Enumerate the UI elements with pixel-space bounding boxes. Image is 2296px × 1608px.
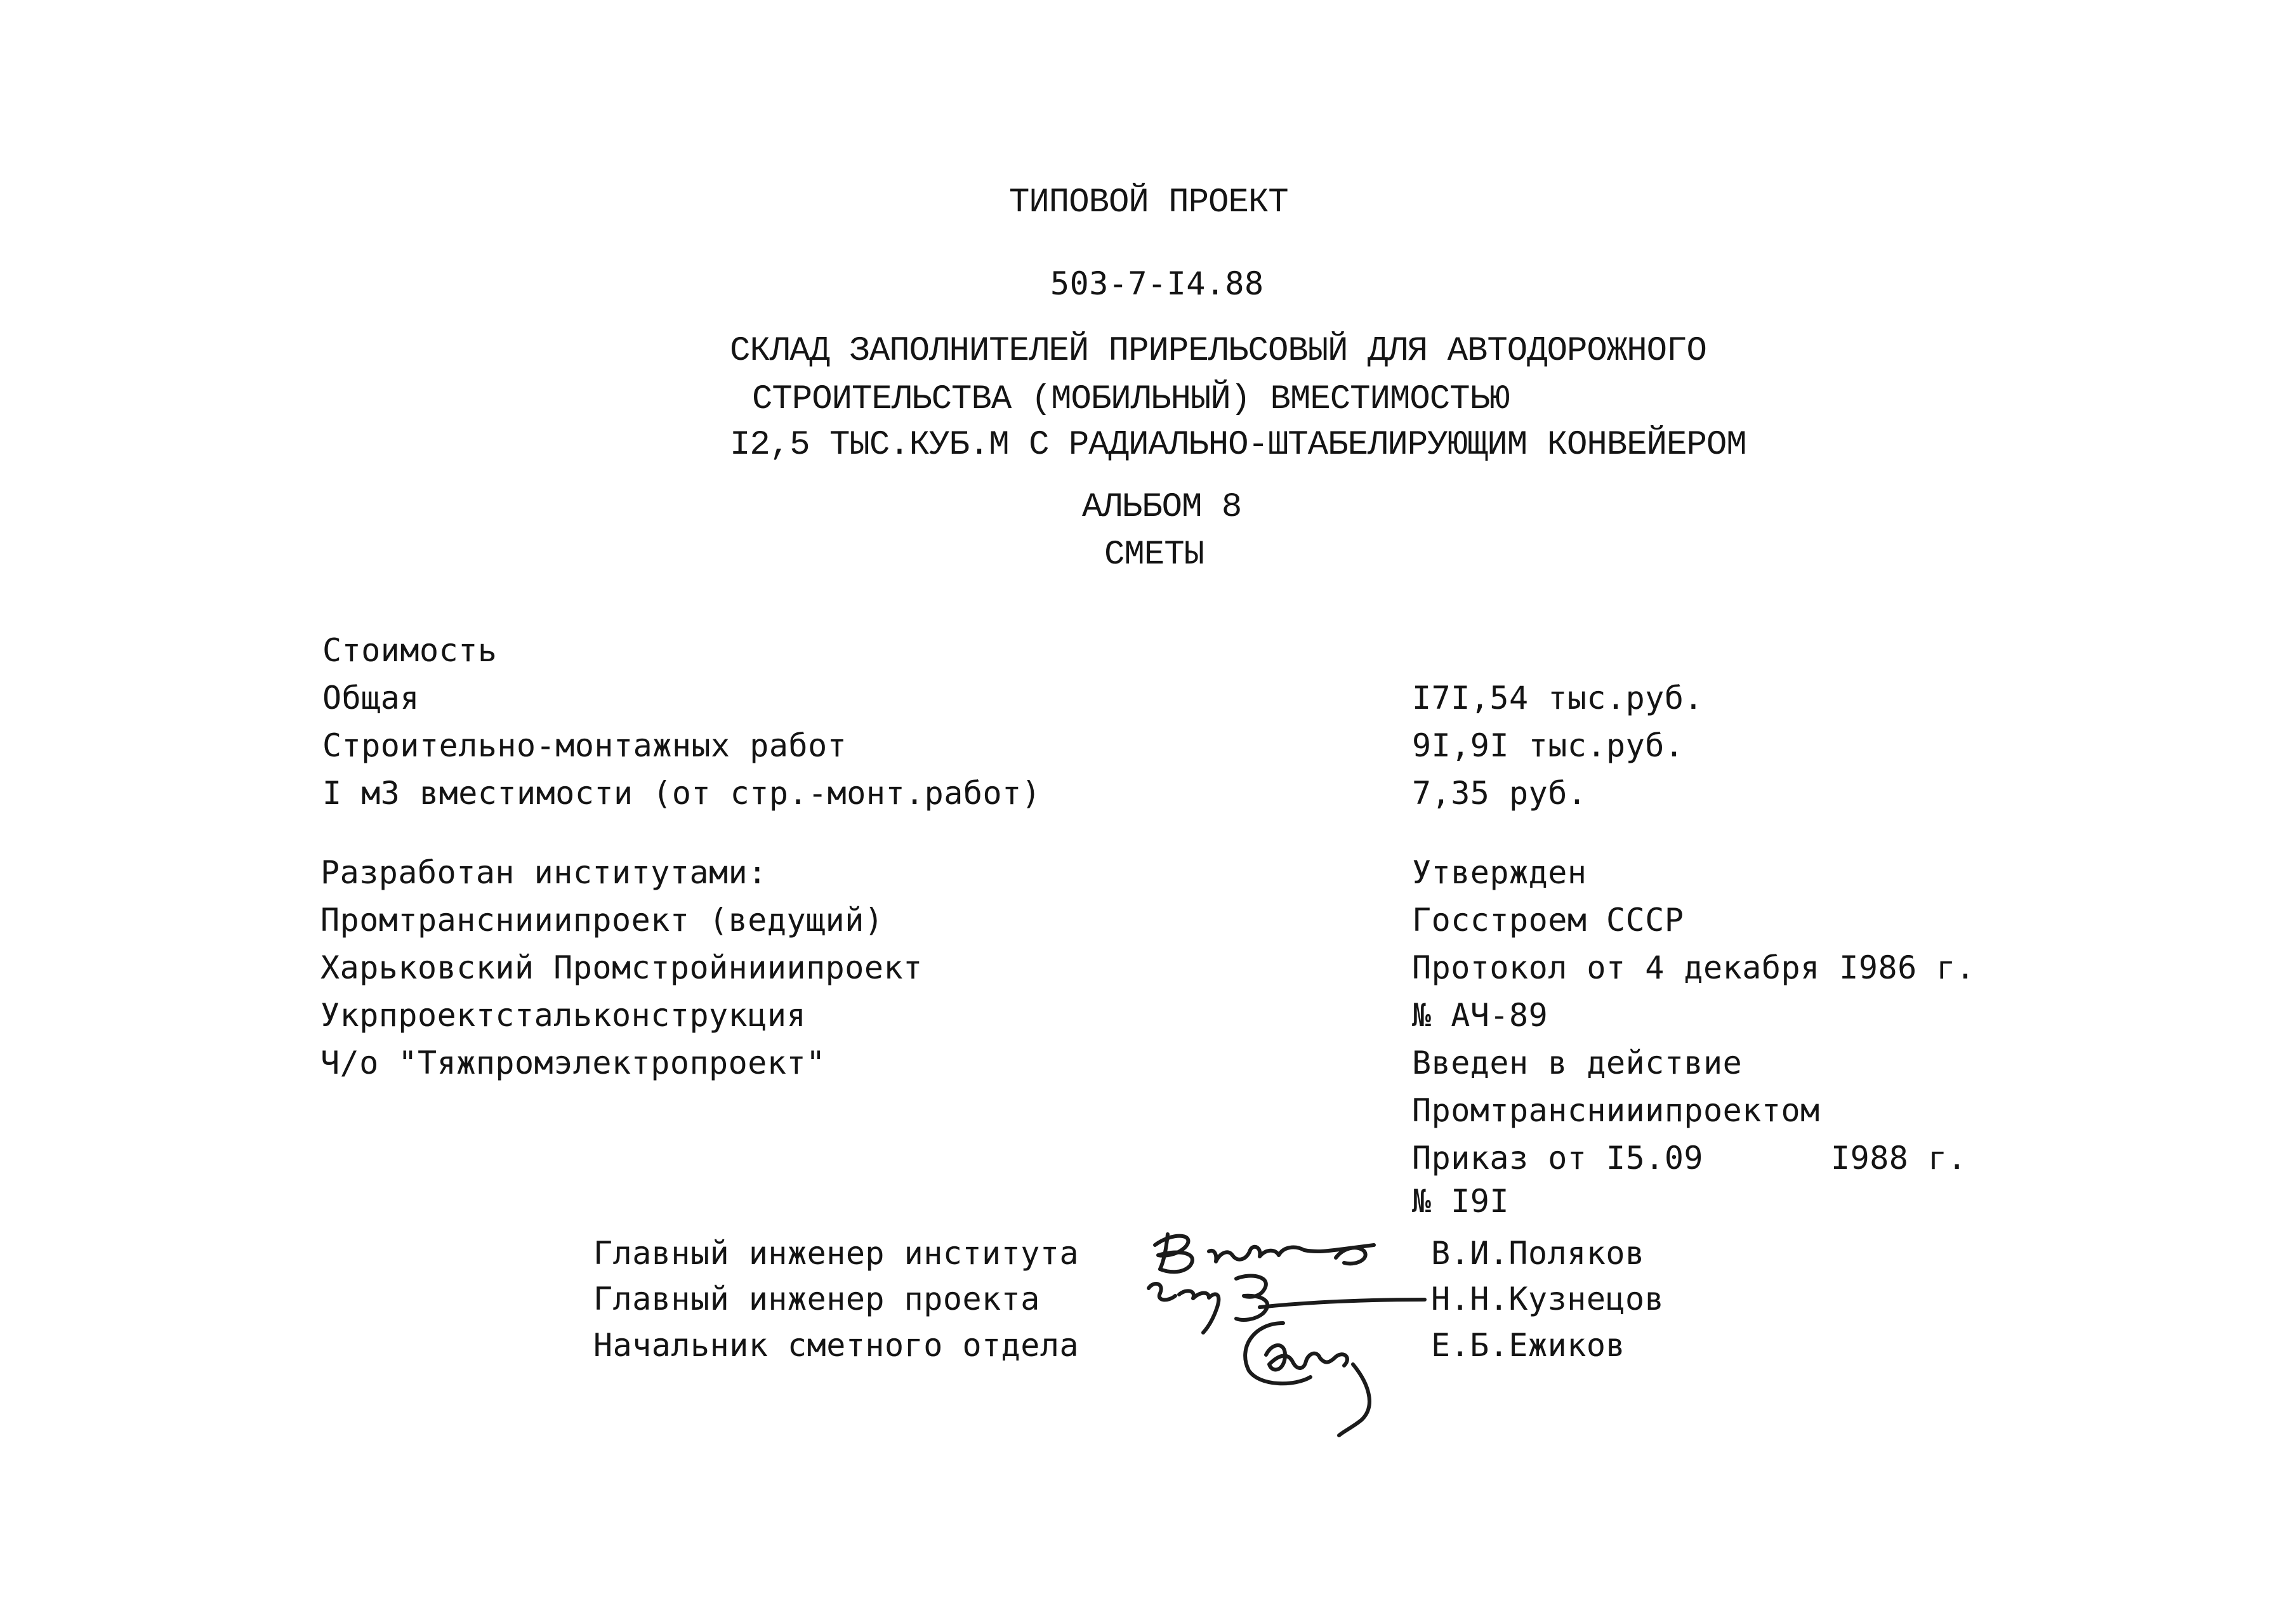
institute-item: Ч/о "Тяжпромэлектропроект" bbox=[320, 1045, 826, 1081]
approval-line: № АЧ-89 bbox=[1412, 997, 1548, 1034]
title-line-1: СКЛАД ЗАПОЛНИТЕЛЕЙ ПРИРЕЛЬСОВЫЙ ДЛЯ АВТОДОРОЖНОГО bbox=[730, 332, 1706, 371]
signature-polyakov bbox=[1155, 1234, 1374, 1272]
title-line-3: I2,5 ТЫС.КУБ.М С РАДИАЛЬНО-ШТАБЕЛИРУЮЩИМ КОНВЕЙЕРОМ bbox=[730, 426, 1746, 465]
approval-line: Протокол от 4 декабря I986 г. bbox=[1412, 949, 1976, 986]
signature-kuznetsov bbox=[1149, 1276, 1425, 1333]
institute-item: Промтранснииипроект (ведущий) bbox=[320, 902, 884, 939]
developed-by-heading: Разработан институтами: bbox=[320, 854, 767, 891]
album-number: АЛЬБОМ 8 bbox=[1082, 488, 1242, 527]
cost-value-construction: 9I,9I тыс.руб. bbox=[1412, 727, 1684, 764]
signature-ezhikov bbox=[1245, 1323, 1369, 1435]
cost-heading: Стоимость bbox=[322, 632, 498, 669]
album-subject: СМЕТЫ bbox=[1104, 536, 1204, 574]
signature-role: Главный инженер института bbox=[593, 1235, 1079, 1272]
institute-item: Харьковский Промстройнииипроект bbox=[320, 949, 923, 986]
approval-line: Госстроем СССР bbox=[1412, 902, 1684, 939]
approval-line: Промтранснииипроектом bbox=[1412, 1092, 1820, 1129]
cost-label-construction: Строительно-монтажных работ bbox=[322, 727, 847, 764]
cost-value-total: I7I,54 тыс.руб. bbox=[1412, 680, 1704, 716]
signature-name: Е.Б.Ежиков bbox=[1431, 1327, 1626, 1364]
document-type: ТИПОВОЙ ПРОЕКТ bbox=[1009, 183, 1288, 222]
cost-label-per-m3: I м3 вместимости (от стр.-монт.работ) bbox=[322, 775, 1041, 812]
title-line-2: СТРОИТЕЛЬСТВА (МОБИЛЬНЫЙ) ВМЕСТИМОСТЬЮ bbox=[752, 380, 1510, 419]
signature-role: Начальник сметного отдела bbox=[593, 1327, 1079, 1364]
institute-item: Укрпроектстальконструкция bbox=[320, 997, 807, 1034]
order-year: I988 г. bbox=[1831, 1140, 1967, 1176]
signature-role: Главный инженер проекта bbox=[593, 1281, 1040, 1317]
cost-value-per-m3: 7,35 руб. bbox=[1412, 775, 1587, 812]
cost-label-total: Общая bbox=[322, 680, 420, 716]
signature-name: В.И.Поляков bbox=[1431, 1235, 1645, 1272]
project-number: 503-7-I4.88 bbox=[1050, 265, 1264, 302]
approval-line: Утвержден bbox=[1412, 854, 1587, 891]
order-label: Приказ от I5.09 bbox=[1412, 1140, 1704, 1176]
signature-name: Н.Н.Кузнецов bbox=[1431, 1281, 1665, 1317]
approval-line: Введен в действие bbox=[1412, 1045, 1743, 1081]
order-number: № I9I bbox=[1412, 1183, 1510, 1220]
